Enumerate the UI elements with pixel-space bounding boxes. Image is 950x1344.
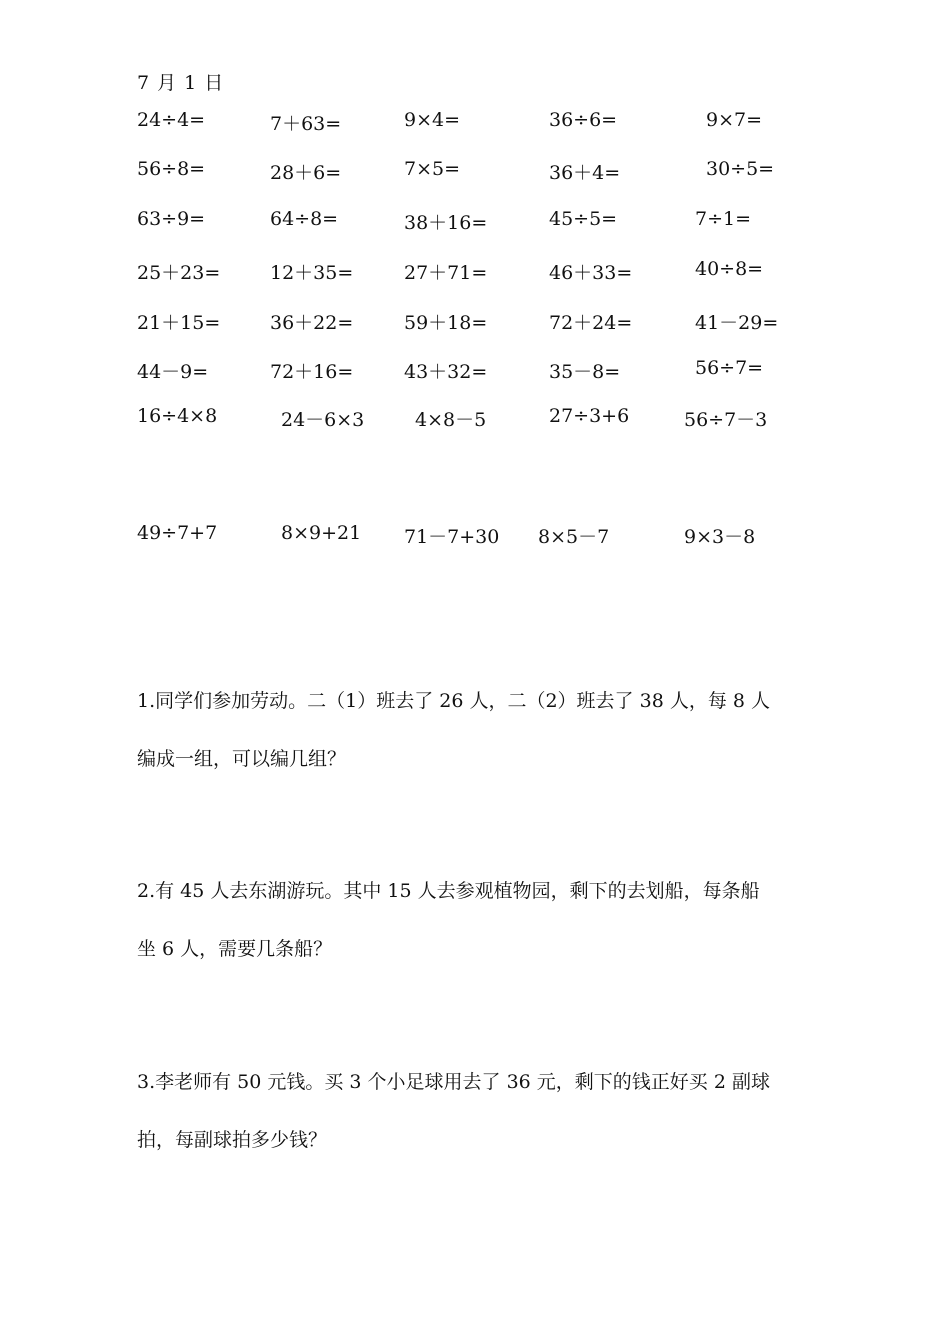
mixed-item: 56÷7－3 [684, 409, 768, 431]
mixed-row-1 [0, 405, 950, 435]
mixed-item: 49÷7+7 [137, 522, 218, 544]
mixed-item: 9×3－8 [684, 526, 756, 548]
mixed-row-2 [0, 522, 950, 552]
oral-item: 36＋22= [270, 312, 354, 334]
oral-item: 25＋23= [137, 262, 221, 284]
mixed-item: 8×5－7 [538, 526, 610, 548]
oral-item: 38＋16= [404, 212, 488, 234]
oral-item: 30÷5= [706, 158, 775, 180]
oral-item: 27＋71= [404, 262, 488, 284]
word-problem-3 [137, 1053, 857, 1169]
oral-item: 40÷8= [695, 258, 764, 280]
problem-line: 3.李老师有 50 元钱。买 3 个小足球用去了 36 元，剩下的钱正好买 2 副球 [137, 1071, 770, 1093]
oral-row-1 [0, 109, 950, 139]
oral-item: 56÷8= [137, 158, 206, 180]
oral-item: 7÷1= [695, 208, 752, 230]
oral-item: 44－9= [137, 361, 209, 383]
word-problem-2 [137, 862, 857, 978]
problem-line: 编成一组，可以编几组？ [137, 748, 347, 770]
mixed-item: 71－7+30 [404, 526, 500, 548]
oral-item: 9×7= [706, 109, 763, 131]
oral-item: 72＋24= [549, 312, 633, 334]
oral-item: 46＋33= [549, 262, 633, 284]
mixed-item: 8×9+21 [281, 522, 362, 544]
problem-line: 2.有 45 人去东湖游玩。其中 15 人去参观植物园，剩下的去划船，每条船 [137, 880, 760, 902]
word-problem-1 [137, 672, 857, 788]
oral-item: 43＋32= [404, 361, 488, 383]
oral-row-5 [0, 308, 950, 338]
oral-item: 7×5= [404, 158, 461, 180]
oral-item: 56÷7= [695, 357, 764, 379]
oral-item: 63÷9= [137, 208, 206, 230]
oral-item: 36＋4= [549, 162, 621, 184]
oral-item: 7＋63= [270, 113, 342, 135]
oral-item: 35－8= [549, 361, 621, 383]
oral-row-2 [0, 158, 950, 188]
oral-item: 72＋16= [270, 361, 354, 383]
mixed-item: 4×8－5 [415, 409, 487, 431]
worksheet-date: 7 月 1 日 [137, 72, 225, 94]
mixed-item: 27÷3+6 [549, 405, 630, 427]
oral-item: 12＋35= [270, 262, 354, 284]
oral-item: 9×4= [404, 109, 461, 131]
oral-item: 24÷4= [137, 109, 206, 131]
problem-line: 1.同学们参加劳动。二（1）班去了 26 人，二（2）班去了 38 人，每 8 人 [137, 690, 770, 712]
oral-item: 45÷5= [549, 208, 618, 230]
oral-item: 59＋18= [404, 312, 488, 334]
problem-line: 坐 6 人，需要几条船？ [137, 938, 333, 960]
mixed-item: 16÷4×8 [137, 405, 218, 427]
oral-row-4 [0, 258, 950, 288]
oral-row-6 [0, 357, 950, 387]
oral-item: 21＋15= [137, 312, 221, 334]
oral-item: 36÷6= [549, 109, 618, 131]
mixed-item: 24－6×3 [281, 409, 365, 431]
oral-item: 64÷8= [270, 208, 339, 230]
oral-item: 41－29= [695, 312, 779, 334]
oral-row-3 [0, 208, 950, 238]
problem-line: 拍，每副球拍多少钱？ [137, 1129, 328, 1151]
oral-item: 28＋6= [270, 162, 342, 184]
